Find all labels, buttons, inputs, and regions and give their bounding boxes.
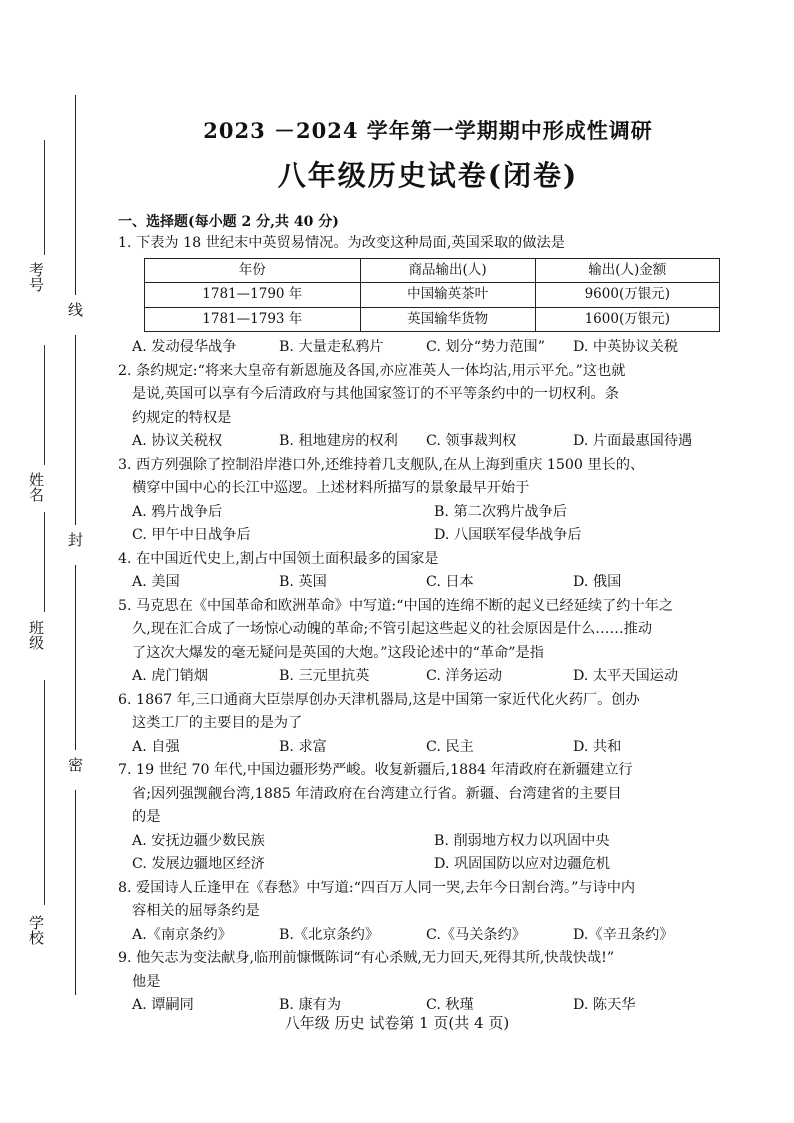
option-a[interactable]: A. 安抚边疆少数民族 xyxy=(132,832,265,849)
option-c[interactable]: C. 民主 xyxy=(426,738,474,755)
question-stem-line: 省;因列强觊觎台湾,1885 年清政府在台湾建立行省。新疆、台湾建省的主要目 xyxy=(132,785,622,802)
question-stem-line: 他是 xyxy=(132,973,161,990)
option-c[interactable]: C. 日本 xyxy=(426,574,474,590)
option-c[interactable]: C. 划分“势力范围” xyxy=(426,339,546,355)
field-name-label: 姓名 xyxy=(27,472,45,502)
options-row xyxy=(118,665,738,689)
question-9 xyxy=(118,947,738,1018)
table-cell: 中国输英茶叶 xyxy=(360,283,535,308)
question-stem-line: 是说,英国可以享有今后清政府与其他国家签订的不平等条约中的一切权利。条 xyxy=(132,386,619,402)
option-c[interactable]: C.《马关条约》 xyxy=(426,926,526,943)
section-heading: 一、选择题(每小题 2 分,共 40 分) xyxy=(118,214,339,230)
option-a[interactable]: A. 发动侵华战争 xyxy=(132,339,237,355)
options-row xyxy=(118,571,738,595)
binding-label-xian: 线 xyxy=(66,302,84,317)
question-stem: 8. 爱国诗人丘逢甲在《春愁》中写道:“四百万人同一哭,去年今日割台湾。”与诗中内 xyxy=(118,879,636,896)
option-a[interactable]: A. 协议关税权 xyxy=(132,433,223,449)
options-row xyxy=(118,524,738,548)
question-stem: 2. 条约规定:“将来大皇帝有新恩施及各国,亦应准英人一体均沾,用示平允。”这也就 xyxy=(118,362,626,379)
option-d[interactable]: D. 陈天华 xyxy=(573,997,636,1013)
table-cell: 1600(万银元) xyxy=(535,307,719,332)
question-stem: 4. 在中国近代史上,割占中国领土面积最多的国家是 xyxy=(118,550,439,567)
binding-label-feng: 封 xyxy=(66,532,84,547)
options-row xyxy=(118,430,738,454)
options-row xyxy=(118,853,738,877)
field-exam-number-label: 考号 xyxy=(27,262,45,292)
question-stem: 1. 下表为 18 世纪末中英贸易情况。为改变这种局面,英国采取的做法是 xyxy=(118,235,565,251)
question-stem: 7. 19 世纪 70 年代,中国边疆形势严峻。收复新疆后,1884 年清政府在新疆建立行 xyxy=(118,762,633,778)
options-row xyxy=(118,336,738,360)
question-7 xyxy=(118,759,738,877)
exam-paper xyxy=(118,112,738,1018)
table-header-cell: 年份 xyxy=(145,258,361,283)
page-footer: 八年级 历史 试卷第 1 页(共 4 页) xyxy=(284,1014,510,1032)
option-b[interactable]: B. 租地建房的权利 xyxy=(279,433,398,449)
option-c[interactable]: C. 洋务运动 xyxy=(426,668,503,684)
option-b[interactable]: B. 削弱地方权力以巩固中央 xyxy=(434,832,610,849)
option-b[interactable]: B.《北京条约》 xyxy=(279,926,380,943)
question-5 xyxy=(118,595,738,689)
table-header-row xyxy=(145,258,720,283)
option-b[interactable]: B. 康有为 xyxy=(279,997,342,1013)
option-d[interactable]: D. 中英协议关税 xyxy=(573,339,679,355)
option-c[interactable]: C. 甲午中日战争后 xyxy=(132,527,251,543)
option-d[interactable]: D. 巩固国防以应对边疆危机 xyxy=(434,856,610,872)
question-stem-line: 久,现在汇合成了一场惊心动魄的革命;不管引起这些起义的社会原因是什么……推动 xyxy=(132,621,653,637)
option-d[interactable]: D.《辛丑条约》 xyxy=(573,926,674,943)
question-stem-line: 了这次大爆发的毫无疑问是英国的大炮。”这段论述中的“革命”是指 xyxy=(132,644,544,661)
field-class-label: 班级 xyxy=(27,620,45,650)
question-6 xyxy=(118,689,738,760)
question-4 xyxy=(118,548,738,595)
question-stem: 9. 他矢志为变法献身,临刑前慷慨陈词“有心杀贼,无力回天,死得其所,快哉快哉!” xyxy=(118,950,615,966)
option-b[interactable]: B. 英国 xyxy=(279,574,327,590)
options-row xyxy=(118,736,738,760)
option-c[interactable]: C. 秋瑾 xyxy=(426,997,474,1013)
option-b[interactable]: B. 求富 xyxy=(279,738,327,755)
question-2 xyxy=(118,360,738,454)
binding-margin xyxy=(0,0,100,1123)
binding-line-segment xyxy=(75,335,76,525)
field-class-line[interactable] xyxy=(44,512,45,612)
option-c[interactable]: C. 领事裁判权 xyxy=(426,433,517,449)
binding-line-segment xyxy=(75,565,76,750)
option-b[interactable]: B. 三元里抗英 xyxy=(279,668,370,684)
option-d[interactable]: D. 俄国 xyxy=(573,574,622,590)
exam-title: 2023 －2024 学年第一学期期中形成性调研 xyxy=(203,118,653,143)
binding-line-segment xyxy=(75,790,76,995)
table-cell: 1781—1793 年 xyxy=(145,307,361,332)
field-school-line[interactable] xyxy=(44,680,45,905)
option-d[interactable]: D. 共和 xyxy=(573,738,622,755)
question-stem: 6. 1867 年,三口通商大臣崇厚创办天津机器局,这是中国第一家近代化火药厂。创办 xyxy=(118,691,640,708)
option-b[interactable]: B. 第二次鸦片战争后 xyxy=(434,503,567,520)
table-row xyxy=(145,307,720,332)
option-d[interactable]: D. 片面最惠国待遇 xyxy=(573,433,693,449)
question-stem-line: 这类工厂的主要目的是为了 xyxy=(132,715,303,731)
option-a[interactable]: A. 谭嗣同 xyxy=(132,997,194,1013)
question-stem-line: 容相关的屈辱条约是 xyxy=(132,903,260,919)
field-name-line[interactable] xyxy=(44,345,45,465)
option-a[interactable]: A. 虎门销烟 xyxy=(132,668,209,684)
table-header-cell: 商品输出(人) xyxy=(360,258,535,283)
options-row xyxy=(118,924,738,948)
question-stem: 3. 西方列强除了控制沿岸港口外,还维持着几支舰队,在从上海到重庆 1500 里长的、 xyxy=(118,456,645,473)
question-8 xyxy=(118,877,738,948)
binding-line-segment xyxy=(75,95,76,295)
binding-label-mi: 密 xyxy=(66,757,84,772)
option-a[interactable]: A. 鸦片战争后 xyxy=(132,503,223,520)
question-stem-line: 的是 xyxy=(132,809,161,825)
field-school-label: 学校 xyxy=(27,915,45,945)
option-d[interactable]: D. 太平天国运动 xyxy=(573,668,679,684)
exam-subtitle: 八年级历史试卷(闭卷) xyxy=(277,159,579,192)
field-exam-number-line[interactable] xyxy=(44,140,45,255)
table-header-cell: 输出(人)金额 xyxy=(535,258,719,283)
options-row xyxy=(118,501,738,525)
option-a[interactable]: A.《南京条约》 xyxy=(132,926,232,943)
option-b[interactable]: B. 大量走私鸦片 xyxy=(279,339,384,355)
table-cell: 9600(万银元) xyxy=(535,283,719,308)
option-a[interactable]: A. 自强 xyxy=(132,738,180,755)
option-c[interactable]: C. 发展边疆地区经济 xyxy=(132,856,265,872)
question-1 xyxy=(118,232,738,360)
trade-table xyxy=(144,258,720,333)
question-stem: 5. 马克思在《中国革命和欧洲革命》中写道:“中国的连绵不断的起义已经延续了约十年之 xyxy=(118,597,674,614)
question-stem-line: 约规定的特权是 xyxy=(132,409,232,426)
options-row xyxy=(118,830,738,854)
option-d[interactable]: D. 八国联军侵华战争后 xyxy=(434,527,582,543)
table-row xyxy=(145,283,720,308)
table-cell: 1781—1790 年 xyxy=(145,283,361,308)
question-stem-line: 横穿中国中心的长江中巡逻。上述材料所描写的景象最早开始于 xyxy=(132,480,530,496)
question-3 xyxy=(118,454,738,548)
table-cell: 英国输华货物 xyxy=(360,307,535,332)
option-a[interactable]: A. 美国 xyxy=(132,574,180,590)
